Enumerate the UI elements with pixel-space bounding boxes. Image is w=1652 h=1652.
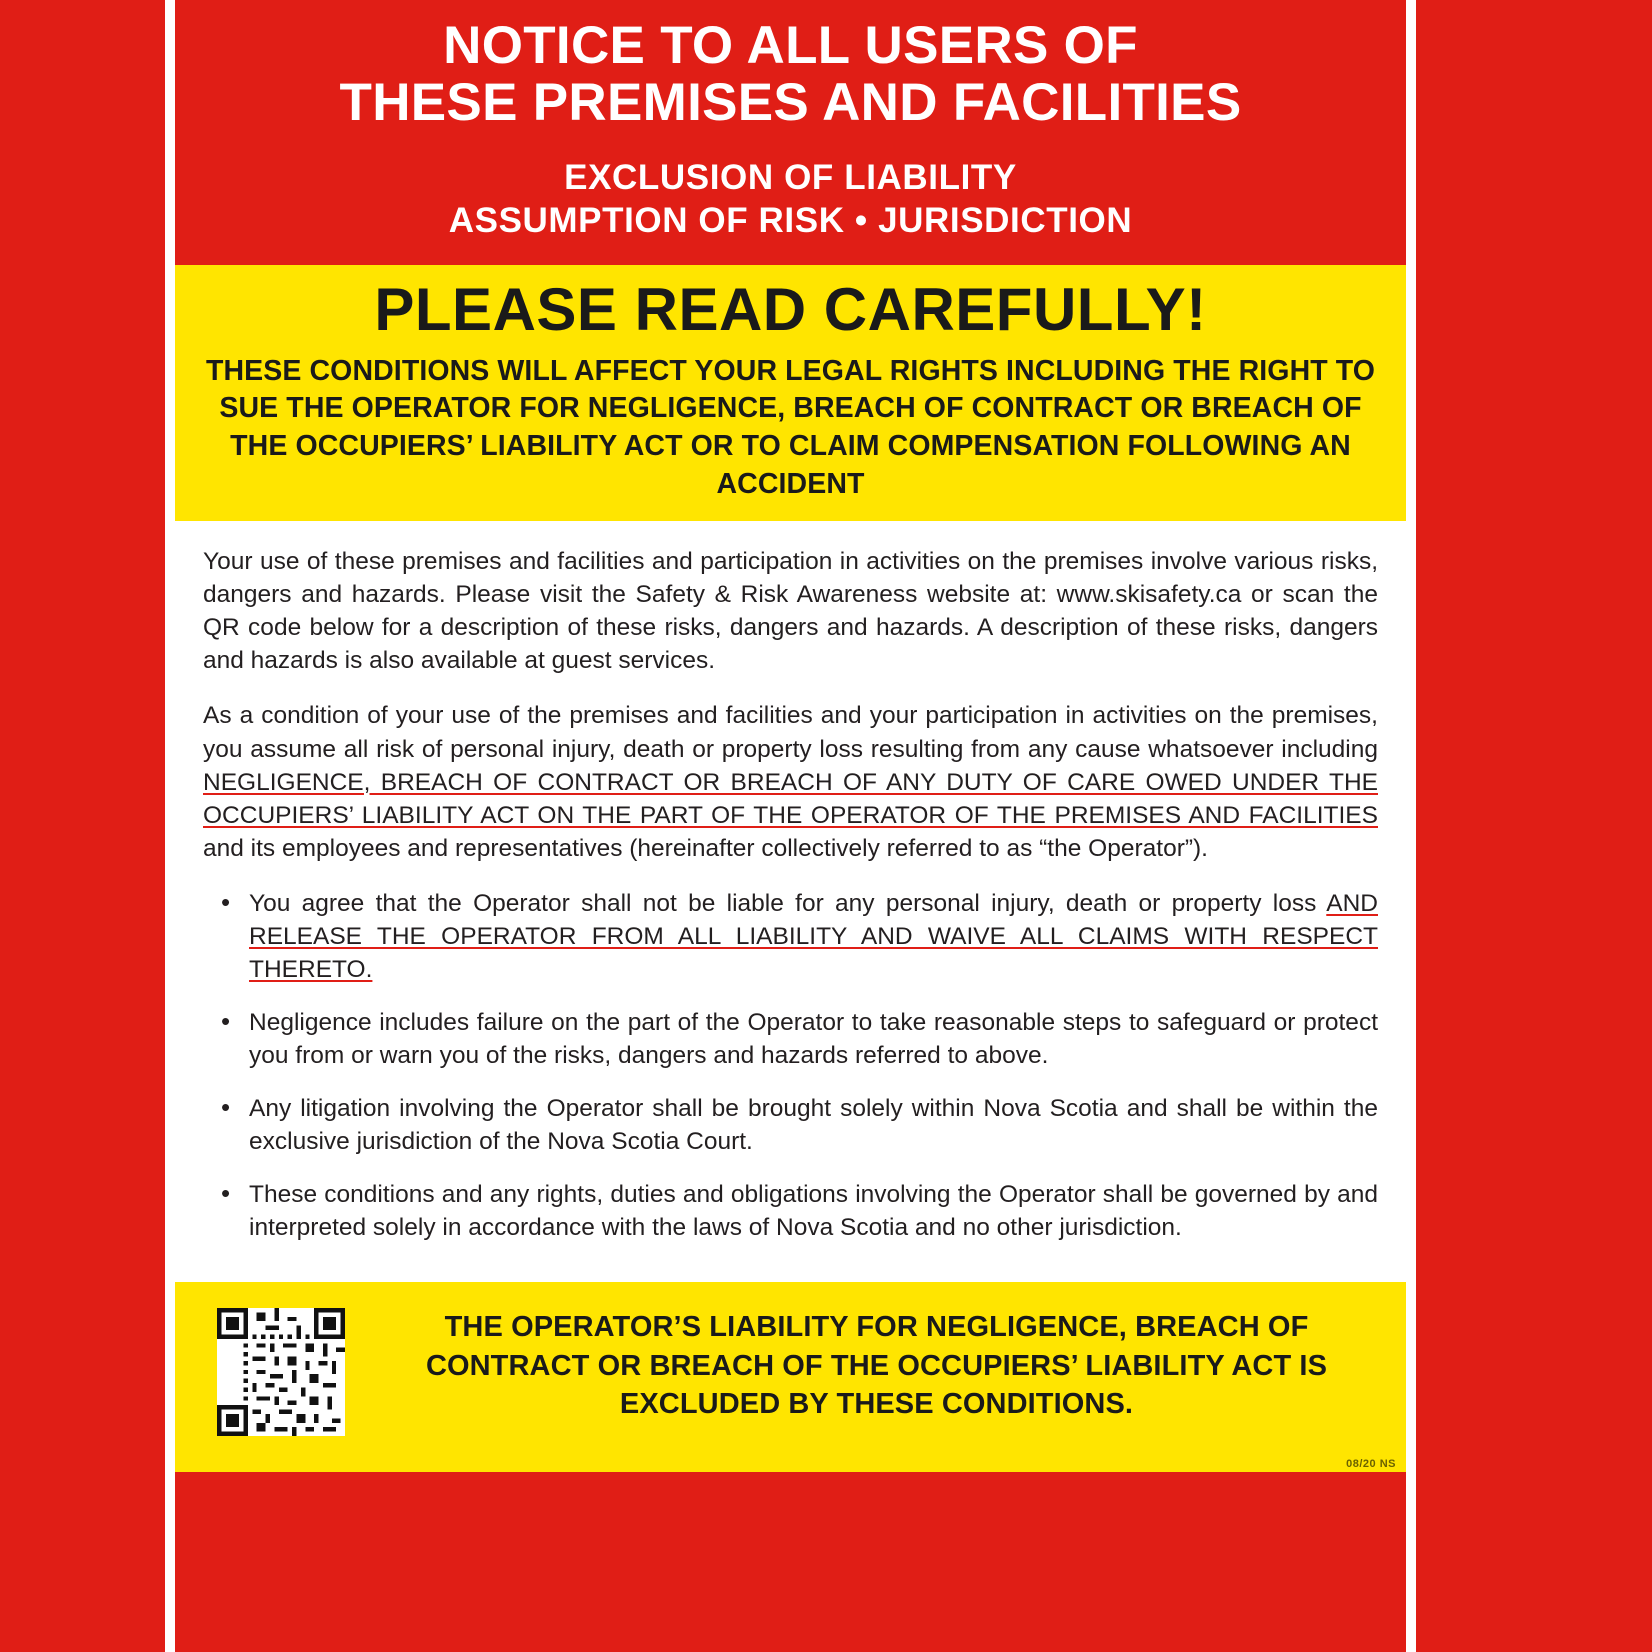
paragraph-2-lead-text: As a condition of your use of the premises and facilities and your participation in activities on the premises, you assume all risk of personal injury, death or property loss resulting from any cause whatsoever including (203, 702, 1378, 763)
sign-header (175, 0, 1406, 265)
header-title-line-2: THESE PREMISES AND FACILITIES (339, 72, 1242, 132)
footer-band (175, 1282, 1406, 1472)
alert-band (175, 265, 1406, 521)
bullet-1-lead-text: You agree that the Operator shall not be liable for any personal injury, death or property loss (249, 889, 1327, 917)
body-paragraph-1: Your use of these premises and facilities and participation in activities on the premises involve various risks, dangers and hazards. Please visit the Safety & Risk Awareness website at: www.skisafety.ca or scan the QR code below for a description of these risks, dangers and hazards. A description of these risks, dangers and hazards is also available at guest services. (203, 548, 1378, 675)
page-margin-left (165, 0, 175, 1652)
body-paragraph-2 (203, 699, 1378, 864)
list-item: • These conditions and any rights, duties and obligations involving the Operator shall be governed by and interpreted solely in accordance with the laws of Nova Scotia and no other jurisdiction. (249, 1178, 1378, 1244)
footer-statement: THE OPERATOR’S LIABILITY FOR NEGLIGENCE, BREACH OF CONTRACT OR BREACH OF THE OCCUPIERS’ LIABILITY ACT IS EXCLUDED BY THESE CONDITIONS. (425, 1311, 1328, 1421)
header-title-line-1: NOTICE TO ALL USERS OF (443, 16, 1138, 75)
sign-body (175, 521, 1406, 1282)
list-item: • Any litigation involving the Operator shall be brought solely within Nova Scotia and shall be within the exclusive jurisdiction of the Nova Scotia Court. (249, 1092, 1378, 1158)
list-item: • Negligence includes failure on the part of the Operator to take reasonable steps to safeguard or protect you from or warn you of the risks, dangers and hazards referred to above. (249, 1006, 1378, 1072)
paragraph-2-underlined-clause: NEGLIGENCE, BREACH OF CONTRACT OR BREACH OF ANY DUTY OF CARE OWED UNDER THE OCCUPIERS’ LIABILITY ACT ON THE PART OF THE OPERATOR OF THE PREMISES AND FACILITIES (203, 768, 1378, 829)
paragraph-2-trailing-text: and its employees and representatives (hereinafter collectively referred to as “the Operator”). (203, 834, 1208, 862)
header-subtitle-line-1: EXCLUSION OF LIABILITY (564, 158, 1017, 198)
conditions-list (203, 887, 1378, 1245)
revision-code: 08/20 NS (1346, 1458, 1396, 1471)
page-margin-right (1406, 0, 1416, 1652)
header-subtitle-line-2: ASSUMPTION OF RISK • JURISDICTION (448, 201, 1133, 241)
alert-warning-text: THESE CONDITIONS WILL AFFECT YOUR LEGAL RIGHTS INCLUDING THE RIGHT TO SUE THE OPERATOR FOR NEGLIGENCE, BREACH OF CONTRACT OR BREACH OF THE OCCUPIERS’ LIABILITY ACT OR TO CLAIM COMPENSATION FOLLOWING AN ACCIDENT (205, 354, 1376, 500)
bullet-1-underlined-clause: AND RELEASE THE OPERATOR FROM ALL LIABILITY AND WAIVE ALL CLAIMS WITH RESPECT THERETO. (249, 889, 1378, 983)
list-item (249, 887, 1378, 986)
header-subtitle (195, 157, 1386, 242)
qr-code-icon[interactable] (217, 1308, 345, 1436)
header-title (195, 18, 1386, 131)
sign-content (175, 0, 1406, 1652)
alert-headline: PLEASE READ CAREFULLY! (374, 275, 1207, 343)
